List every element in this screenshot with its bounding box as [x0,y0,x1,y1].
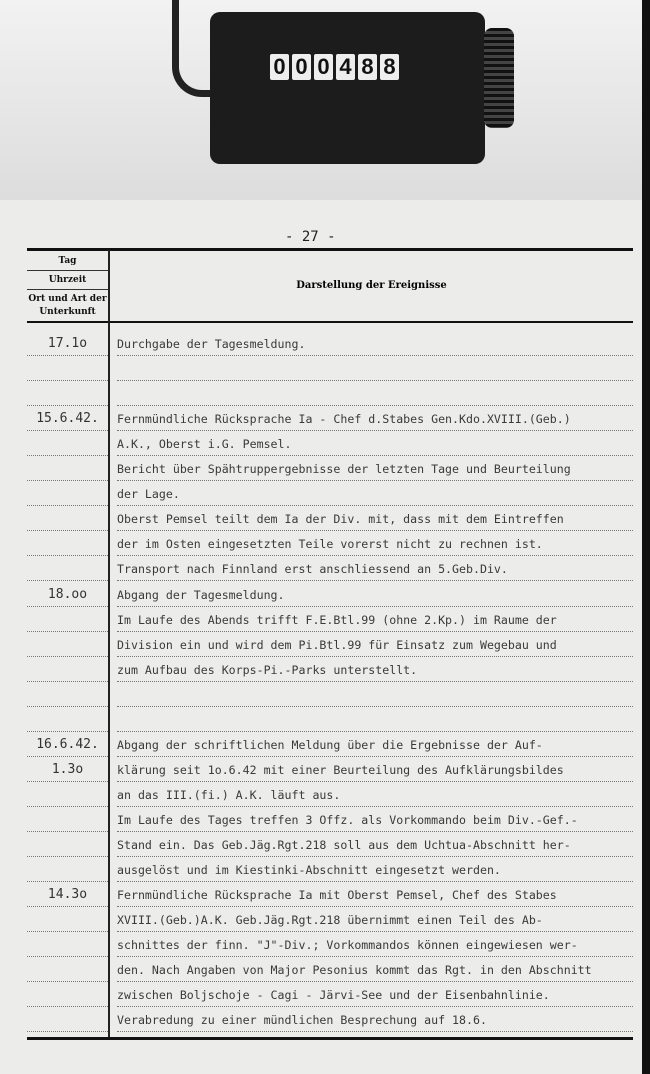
entry-date-time [27,657,108,682]
diary-row [27,1007,633,1032]
entry-date-time [27,506,108,531]
entry-date-time [27,356,108,381]
entry-date-time [27,632,108,657]
header-divider [27,289,108,290]
diary-row [27,531,633,556]
entry-date-time [27,456,108,481]
entry-text: der im Osten eingesetzten Teile vorerst nicht zu rechnen ist. [117,531,633,556]
header-events: Darstellung der Ereignisse [296,280,447,291]
diary-row [27,331,633,356]
entry-date-time [27,431,108,456]
diary-row [27,632,633,657]
diary-row [27,732,633,757]
frame-counter-device [210,12,485,164]
diary-row [27,757,633,782]
entry-date-time [27,481,108,506]
entry-date-time [27,682,108,707]
entry-text: der Lage. [117,481,633,506]
diary-row [27,481,633,506]
counter-knob [484,28,514,128]
entry-date-time: 1.3o [27,757,108,782]
entry-text: Oberst Pemsel teilt dem Ia der Div. mit, dass mit dem Eintreffen [117,506,633,531]
counter-digit: 8 [358,54,377,80]
entry-date-time: 18.oo [27,582,108,607]
page-number: - 27 - [285,229,336,245]
diary-row [27,381,633,406]
counter-digit: 0 [292,54,311,80]
entry-date-time [27,807,108,832]
entry-text [117,381,633,406]
entry-text: Bericht über Spähtruppergebnisse der letzten Tage und Beurteilung [117,456,633,481]
counter-digit: 8 [380,54,399,80]
diary-row [27,782,633,807]
header-tag: Tag [58,256,77,266]
header-uhrzeit: Uhrzeit [48,275,87,285]
entry-text: Abgang der schriftlichen Meldung über die Ergebnisse der Auf- [117,732,633,757]
entry-text: den. Nach Angaben von Major Pesonius kommt das Rgt. in den Abschnitt [117,957,633,982]
diary-row [27,506,633,531]
entry-date-time [27,957,108,982]
diary-row [27,657,633,682]
diary-row [27,882,633,907]
entry-text: XVIII.(Geb.)A.K. Geb.Jäg.Rgt.218 übernimmt einen Teil des Ab- [117,907,633,932]
diary-row [27,707,633,732]
counter-digit: 0 [270,54,289,80]
diary-row [27,356,633,381]
entry-text [117,707,633,732]
entry-text: ausgelöst und im Kiestinki-Abschnitt eingesetzt werden. [117,857,633,882]
entry-date-time [27,857,108,882]
diary-row [27,682,633,707]
entry-text [117,356,633,381]
diary-row [27,932,633,957]
entry-date-time [27,982,108,1007]
entry-text: A.K., Oberst i.G. Pemsel. [117,431,633,456]
entry-text: an das III.(fi.) A.K. läuft aus. [117,782,633,807]
entry-text: Division ein und wird dem Pi.Btl.99 für Einsatz zum Wegebau und [117,632,633,657]
diary-row [27,982,633,1007]
entry-text: Fernmündliche Rücksprache Ia mit Oberst Pemsel, Chef des Stabes [117,882,633,907]
entry-text: klärung seit 1o.6.42 mit einer Beurteilung des Aufklärungsbildes [117,757,633,782]
diary-row [27,832,633,857]
entry-date-time [27,607,108,632]
diary-row [27,556,633,581]
diary-row [27,857,633,882]
entry-date-time [27,707,108,732]
entry-text: Im Laufe des Tages treffen 3 Offz. als Vorkommando beim Div.-Gef.- [117,807,633,832]
header-divider [27,270,108,271]
entry-date-time [27,556,108,581]
entry-date-time [27,832,108,857]
diary-row [27,406,633,431]
entry-date-time [27,932,108,957]
diary-row [27,907,633,932]
entry-text: Abgang der Tagesmeldung. [117,582,633,607]
entry-text: Fernmündliche Rücksprache Ia - Chef d.Stabes Gen.Kdo.XVIII.(Geb.) [117,406,633,431]
entry-date-time: 16.6.42. [27,732,108,757]
entry-date-time [27,531,108,556]
table-bottom-rule [27,1037,633,1040]
entry-date-time: 14.3o [27,882,108,907]
entry-text: zwischen Boljschoje - Cagi - Järvi-See und der Eisenbahnlinie. [117,982,633,1007]
entry-date-time [27,381,108,406]
counter-digit: 0 [314,54,333,80]
counter-digits [270,54,399,80]
diary-row [27,807,633,832]
diary-row [27,957,633,982]
entry-text: Verabredung zu einer mündlichen Besprechung auf 18.6. [117,1007,633,1032]
header-bottom-rule [27,321,633,323]
entry-text: Stand ein. Das Geb.Jäg.Rgt.218 soll aus dem Uchtua-Abschnitt her- [117,832,633,857]
entry-text: Im Laufe des Abends trifft F.E.Btl.99 (ohne 2.Kp.) im Raume der [117,607,633,632]
entry-text: Durchgabe der Tagesmeldung. [117,331,633,356]
entry-text: Transport nach Finnland erst anschliessend an 5.Geb.Div. [117,556,633,581]
entry-date-time [27,782,108,807]
counter-digit: 4 [336,54,355,80]
entry-date-time: 17.1o [27,331,108,356]
diary-row [27,431,633,456]
entry-text: schnittes der finn. "J"-Div.; Vorkommandos können eingewiesen wer- [117,932,633,957]
diary-row [27,456,633,481]
entry-text [117,682,633,707]
entry-date-time [27,1007,108,1032]
entry-date-time: 15.6.42. [27,406,108,431]
header-ort: Ort und Art der Unterkunft [28,294,107,317]
diary-row [27,582,633,607]
table-top-rule [27,248,633,251]
entry-date-time [27,907,108,932]
diary-row [27,607,633,632]
entry-text: zum Aufbau des Korps-Pi.-Parks unterstellt. [117,657,633,682]
page-edge [642,0,650,1074]
